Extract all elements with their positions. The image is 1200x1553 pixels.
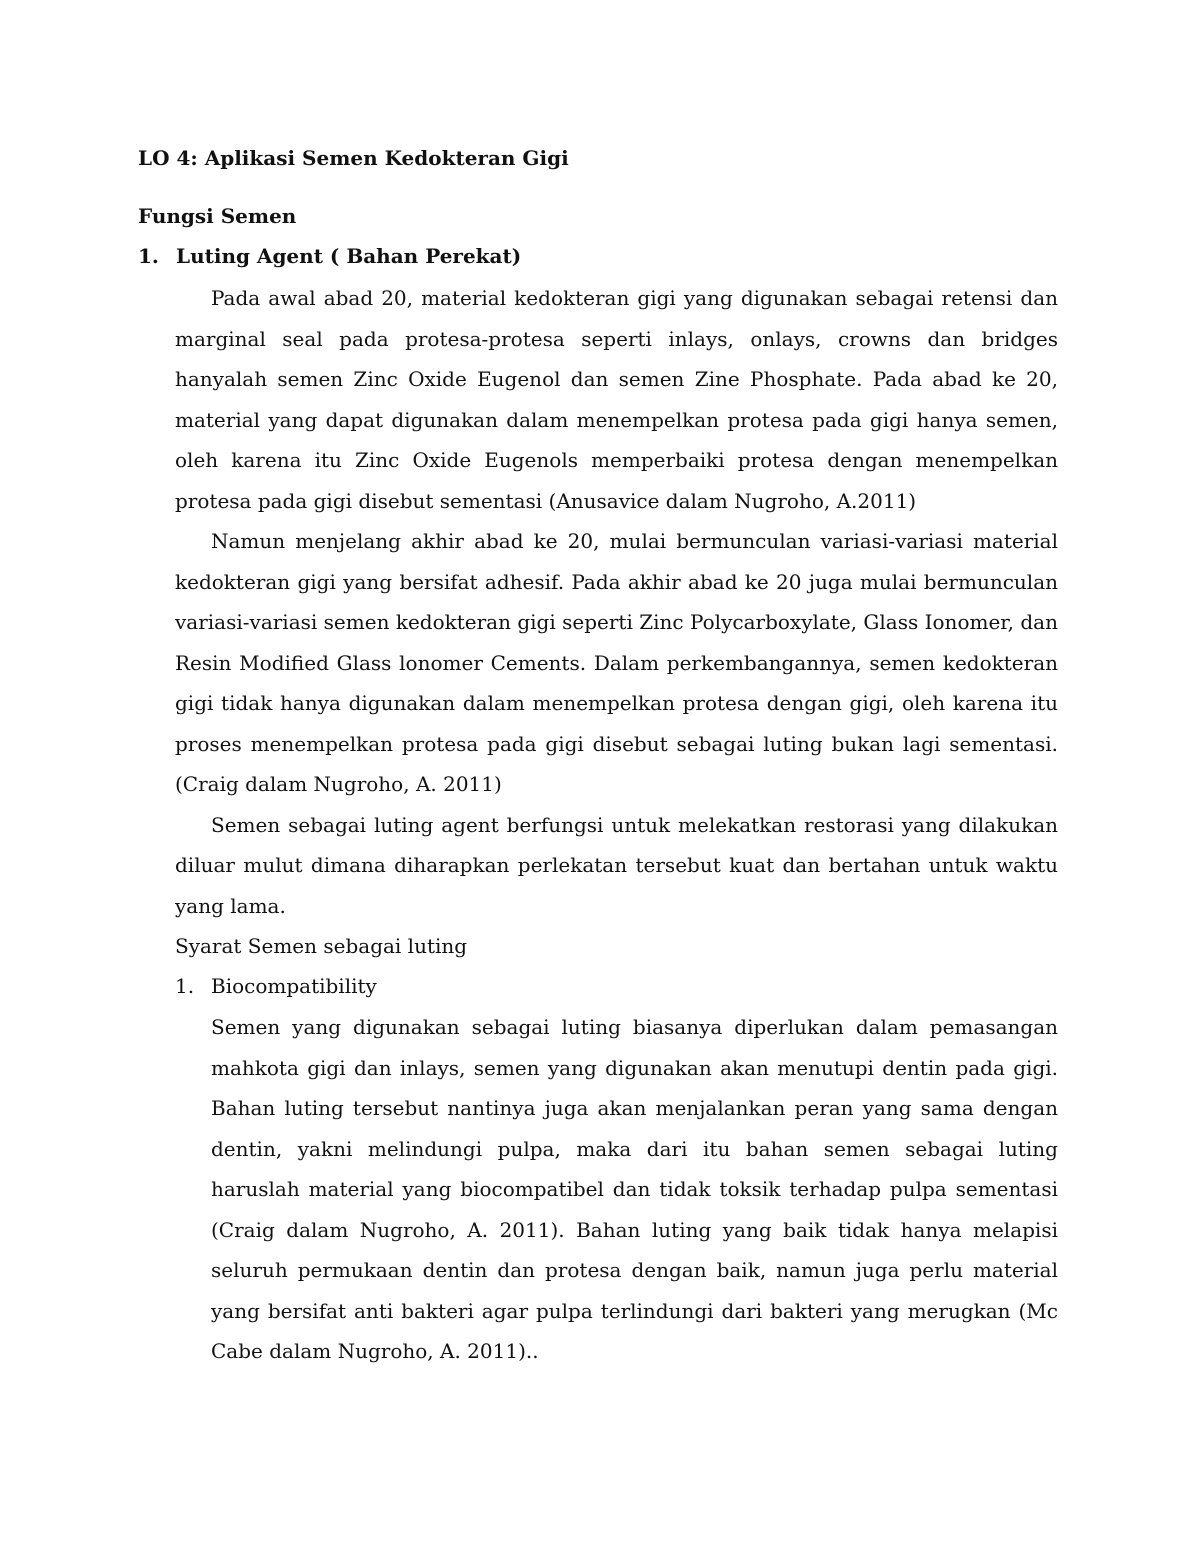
section-heading: Fungsi Semen xyxy=(138,204,297,228)
list-item-biocompatibility xyxy=(175,966,377,1006)
syarat-heading: Syarat Semen sebagai luting xyxy=(175,934,468,958)
list-item-luting-agent xyxy=(138,240,521,272)
paragraph-1: Pada awal abad 20, material kedokteran gigi yang digunakan sebagai retensi dan marginal seal pada protesa-protesa seperti inlays, onlays, crowns dan bridges hanyalah semen Zinc Oxide Eugenol dan semen Zine Phosphate. Pada abad ke 20, material yang dapat digunakan dalam menempelkan protesa pada gigi hanya semen, oleh karena itu Zinc Oxide Eugenols memperbaiki protesa dengan menempelkan protesa pada gigi disebut sementasi (Anusavice dalam Nugroho, A.2011) xyxy=(175,286,1058,513)
list-label: Biocompatibility xyxy=(211,974,377,998)
luting-agent-body xyxy=(175,278,1058,926)
paragraph-3: Semen sebagai luting agent berfungsi untuk melekatkan restorasi yang dilakukan diluar mulut dimana diharapkan perlekatan tersebut kuat dan bertahan untuk waktu yang lama. xyxy=(175,812,1058,918)
biocompatibility-paragraph: Semen yang digunakan sebagai luting biasanya diperlukan dalam pemasangan mahkota gigi dan inlays, semen yang digunakan akan menutupi dentin pada gigi. Bahan luting tersebut nantinya juga akan menjalankan peran yang sama dengan dentin, yakni melindungi pulpa, maka dari itu bahan semen sebagai luting haruslah material yang biocompatibel dan tidak toksik terhadap pulpa sementasi (Craig dalam Nugroho, A. 2011). Bahan luting yang baik tidak hanya melapisi seluruh permukaan dentin dan protesa dengan baik, namun juga perlu material yang bersifat anti bakteri agar pulpa terlindungi dari bakteri yang merugkan (Mc Cabe dalam Nugroho, A. 2011).. xyxy=(211,1015,1058,1363)
list-number: 1. xyxy=(175,974,195,998)
paragraph-2: Namun menjelang akhir abad ke 20, mulai bermunculan variasi-variasi material kedokteran gigi yang bersifat adhesif. Pada akhir abad ke 20 juga mulai bermunculan variasi-variasi semen kedokteran gigi seperti Zinc Polycarboxylate, Glass Ionomer, dan Resin Modified Glass lonomer Cements. Dalam perkembangannya, semen kedokteran gigi tidak hanya digunakan dalam menempelkan protesa dengan gigi, oleh karena itu proses menempelkan protesa pada gigi disebut sebagai luting bukan lagi sementasi. (Craig dalam Nugroho, A. 2011) xyxy=(175,529,1058,796)
list-label: Luting Agent ( Bahan Perekat) xyxy=(176,244,522,268)
list-number: 1. xyxy=(138,244,159,268)
document-title: LO 4: Aplikasi Semen Kedokteran Gigi xyxy=(138,146,569,170)
